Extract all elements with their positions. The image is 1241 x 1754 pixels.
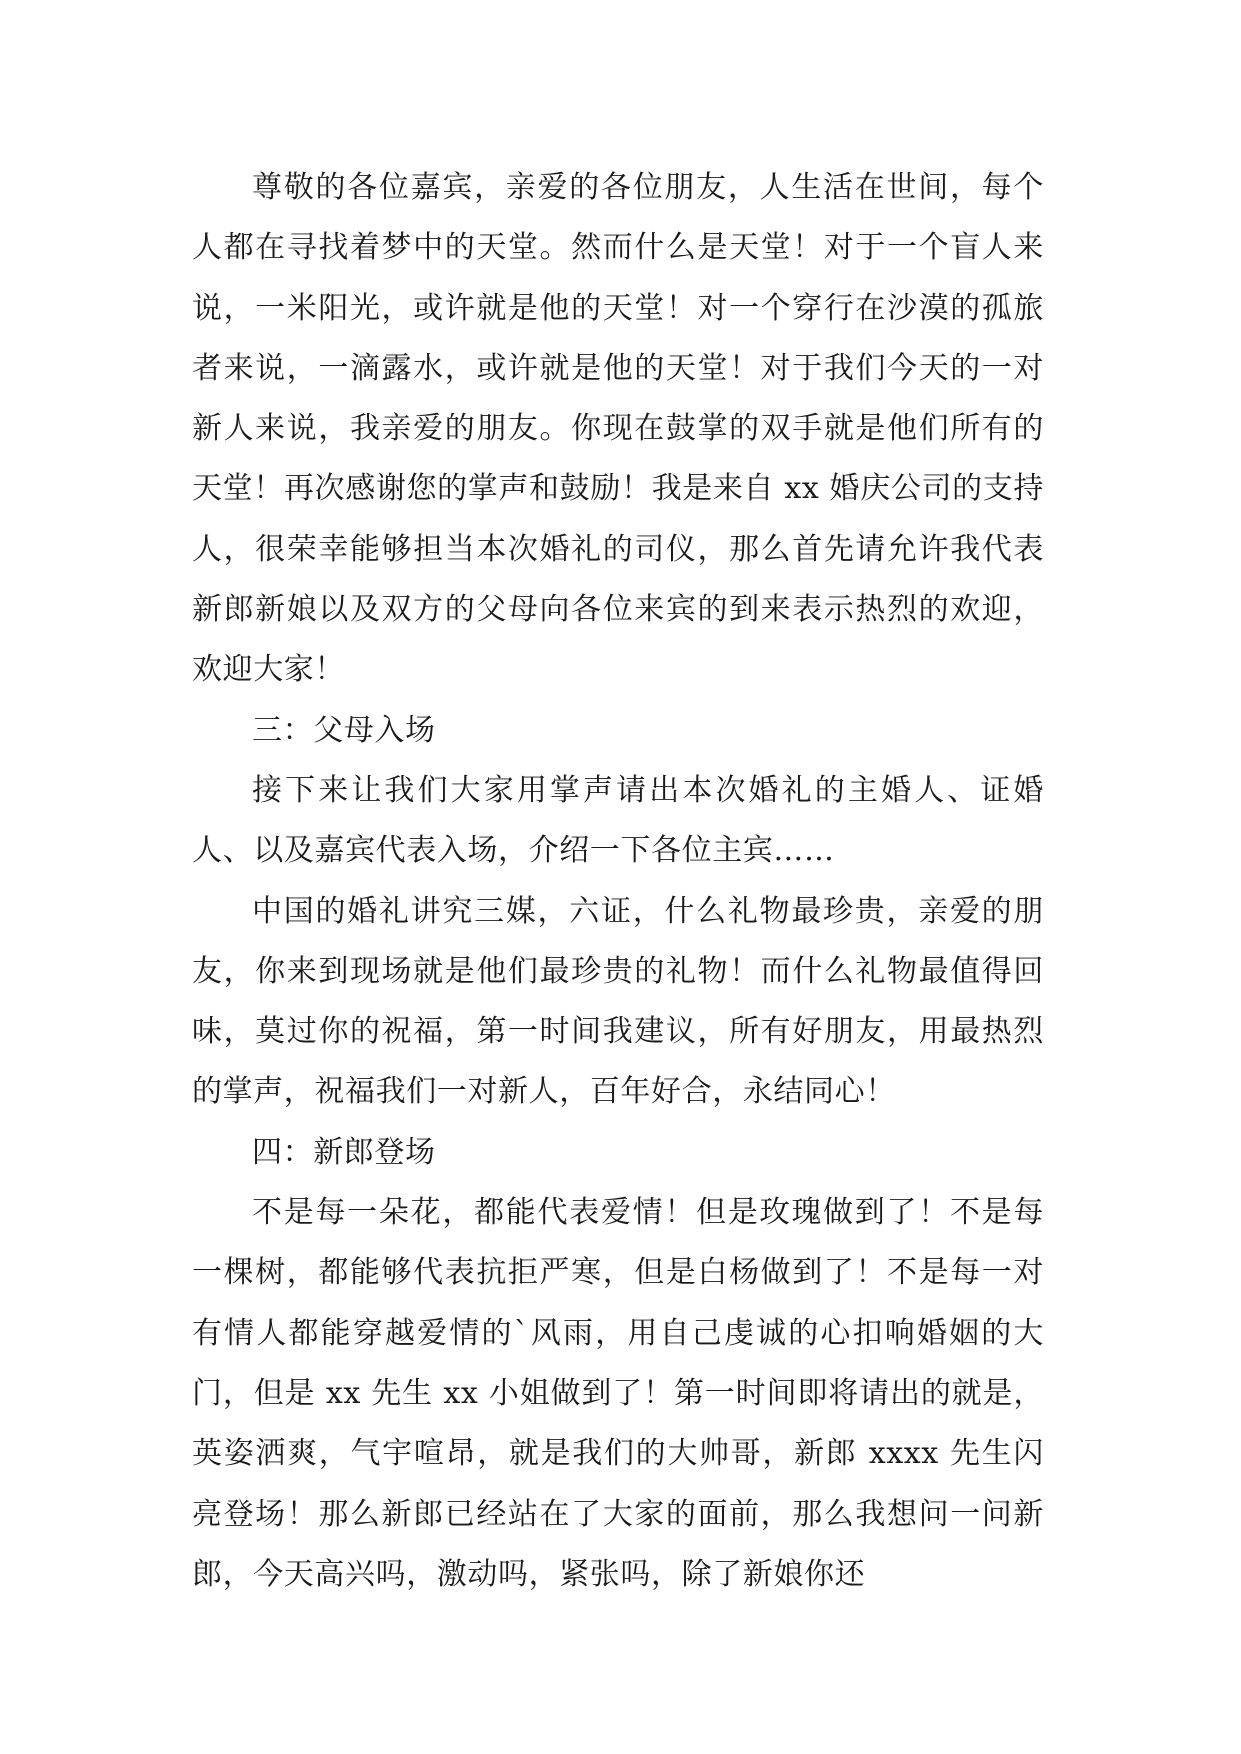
document-body: [192, 158, 1044, 1605]
paragraph-welcome: 尊敬的各位嘉宾，亲爱的各位朋友，人生活在世间，每个人都在寻找着梦中的天堂。然而什么是天堂！对于一个盲人来说，一米阳光，或许就是他的天堂！对一个穿行在沙漠的孤旅者来说，一滴露水，或许就是他的天堂！对于我们今天的一对新人来说，我亲爱的朋友。你现在鼓掌的双手就是他们所有的天堂！再次感谢您的掌声和鼓励！我是来自 xx 婚庆公司的支持人，很荣幸能够担当本次婚礼的司仪，那么首先请允许我代表新郎新娘以及双方的父母向各位来宾的到来表示热烈的欢迎，欢迎大家！: [192, 170, 1044, 688]
paragraph-blessing: 中国的婚礼讲究三媒，六证，什么礼物最珍贵，亲爱的朋友，你来到现场就是他们最珍贵的礼物！而什么礼物最值得回味，莫过你的祝福，第一时间我建议，所有好朋友，用最热烈的掌声，祝福我们一对新人，百年好合，永结同心！: [192, 893, 1044, 1110]
paragraph-introduce-guests: 接下来让我们大家用掌声请出本次婚礼的主婚人、证婚人、以及嘉宾代表入场，介绍一下各位主宾……: [192, 772, 1044, 869]
section-heading-groom-entrance: 四：新郎登场: [252, 1134, 436, 1170]
section-heading-parents-entrance: 三：父母入场: [252, 712, 436, 748]
paragraph-groom-intro: 不是每一朵花，都能代表爱情！但是玫瑰做到了！不是每一棵树，都能够代表抗拒严寒，但是白杨做到了！不是每一对有情人都能穿越爱情的`风雨，用自己虔诚的心扣响婚姻的大门，但是 xx 先生 xx 小姐做到了！第一时间即将请出的就是，英姿洒爽，气宇喧昂，就是我们的大帅哥，新郎 xxxx 先生闪亮登场！那么新郎已经站在了大家的面前，那么我想问一问新郎，今天高兴吗，激动吗，紧张吗，除了新娘你还: [192, 1195, 1044, 1592]
